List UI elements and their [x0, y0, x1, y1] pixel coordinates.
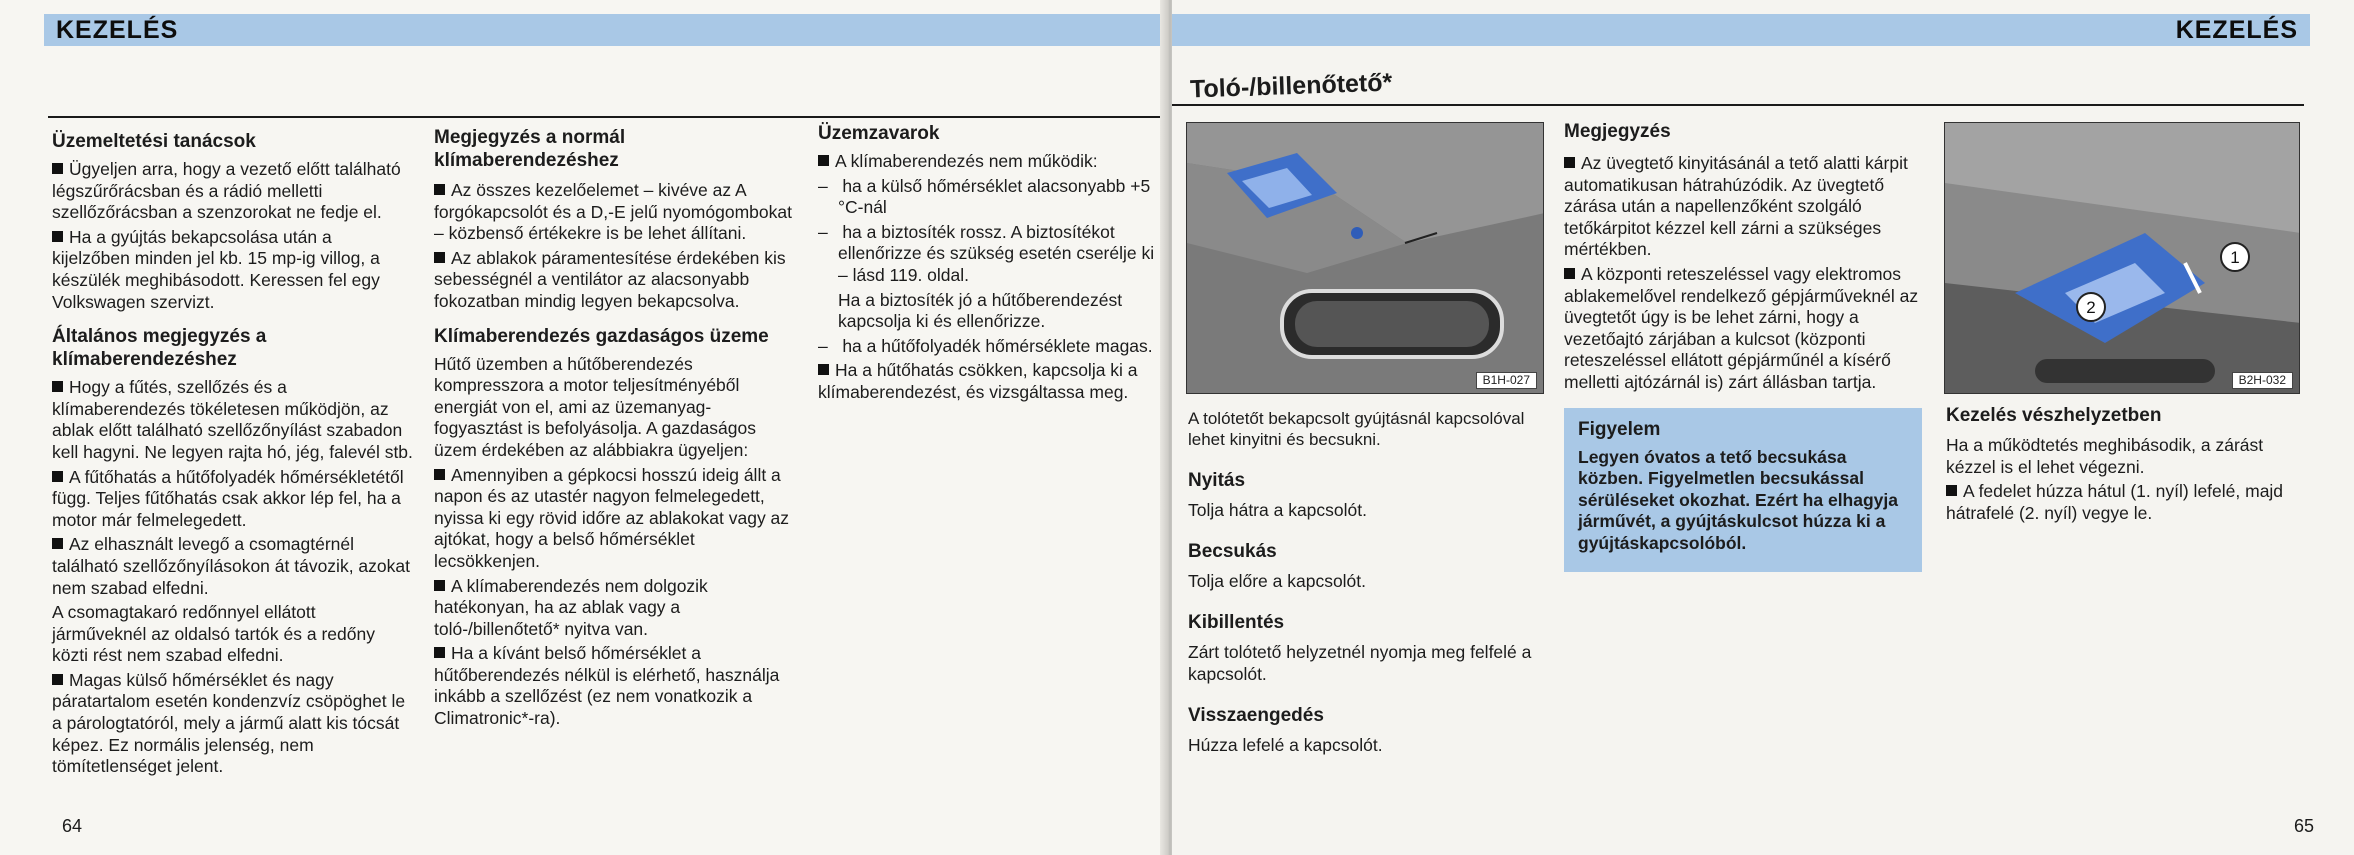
list-item: – ha a hűtőfolyadék hőmérséklete magas.: [818, 335, 1153, 356]
paragraph: Tolja előre a kapcsolót.: [1188, 570, 1367, 591]
warning-text: Legyen óvatos a tető becsukása közben. Figyelmetlen becsukással sérüléseket okozhat. Ezért ha elhagyja járművét, a gyújtáskulcsot húzza ki a gyújtáskapcsolóból.: [1578, 446, 1898, 553]
paragraph: A klímaberendezés nem működik:: [818, 151, 1163, 173]
heading-normal-ac: Megjegyzés a normál klímaberendezéshez: [434, 127, 626, 171]
emergency-cover-illustration: [1945, 123, 2300, 394]
bullet-square-icon: [818, 155, 829, 166]
heading-economy: Klímaberendezés gazdaságos üzeme: [434, 325, 769, 347]
list-item: – ha a biztosíték rossz. A biztosítékot ellenőrizze és szükség esetén cserélje ki – lásd 119. oldal.: [818, 221, 1155, 285]
paragraph: Amennyiben a gépkocsi hosszú ideig állt a napon és az utastér nagyon felmelegedett, nyissa ki egy rövid időre az ablakokat vagy az ajtókat, hogy a belső hőmérséklet lecsökkenjen.: [434, 464, 790, 571]
bullet-square-icon: [52, 538, 63, 549]
paragraph: Ha a gyújtás bekapcsolása után a kijelzőben minden jel kb. 15 mp-ig villog, a készülék meghibásodott. Keressen fel egy Volkswagen szervizt.: [52, 226, 380, 312]
bullet-square-icon: [434, 647, 445, 658]
paragraph: Az üvegtető kinyitásánál a tető alatti kárpit automatikusan hátrahúzódik. Az üvegtető zárása után a napellenzőként szolgáló tetőkárpitot kézzel kell zárni a szükséges mértékben.: [1564, 153, 1908, 260]
paragraph: A csomagtakaró redőnnyel ellátott járműveknél az oldalsó tartók és a redőny közti rést nem szabad elfedni.: [52, 602, 375, 666]
paragraph: Ügyeljen arra, hogy a vezető előtt található légszűrőrácsban és a rádió melletti szellőzőrácsban a szenzorokat ne fedje el.: [52, 159, 401, 223]
heading-general-note: Általános megjegyzés a klímaberendezéshez: [52, 326, 267, 371]
figure-code: B1H-027: [1476, 372, 1537, 389]
section-title: Toló-/billenőtető*: [1189, 68, 1393, 104]
bullet-square-icon: [434, 252, 445, 263]
heading-tilt: Kibillentés: [1188, 612, 1285, 634]
bullet-square-icon: [52, 471, 63, 482]
paragraph: Az összes kezelőelemet – kivéve az A forgókapcsolót és a D,-E jelű nyomógombokat – közbenső értékekre is be lehet állítani.: [434, 180, 792, 244]
paragraph: A fedelet húzza hátul (1. nyíl) lefelé, majd hátrafelé (2. nyíl) vegye le.: [1946, 481, 2284, 523]
column-note: [1564, 120, 1922, 572]
paragraph: Ha a kívánt belső hőmérséklet a hűtőberendezés nélkül is elérhető, használja inkább a szellőzést (ez nem vonatkozik a Climatronic*-ra).: [434, 643, 780, 729]
bullet-square-icon: [1564, 268, 1575, 279]
bullet-square-icon: [818, 364, 829, 375]
bullet-square-icon: [434, 580, 445, 591]
paragraph: A fűtőhatás a hűtőfolyadék hőmérsékletétől függ. Teljes fűtőhatás csak akkor lép fel, ha a motor már felmelegedett.: [52, 466, 404, 530]
bullet-square-icon: [434, 469, 445, 480]
heading-lower: Visszaengedés: [1188, 705, 1324, 727]
list-item-note: Ha a biztosíték jó a hűtőberendezést kapcsolja ki és ellenőrizze.: [838, 289, 1123, 332]
bullet-square-icon: [52, 674, 63, 685]
warning-title: Figyelem: [1578, 418, 1661, 440]
bullet-square-icon: [1564, 157, 1575, 168]
bullet-square-icon: [52, 163, 63, 174]
paragraph: Az elhasznált levegő a csomagtérnél található szellőzőnyílásokon át távozik, azokat nem szabad elfedni.: [52, 534, 410, 598]
paragraph: Tolja hátra a kapcsolót.: [1188, 499, 1367, 520]
paragraph: Az ablakok páramentesítése érdekében kis sebességnél a ventilátor az alacsonyabb fokozatban mindig legyen bekapcsolva.: [434, 247, 786, 311]
paragraph: Húzza lefelé a kapcsolót.: [1188, 734, 1383, 755]
bullet-square-icon: [434, 184, 445, 195]
heading-operating-tips: Üzemeltetési tanácsok: [52, 131, 256, 152]
warning-box: [1564, 408, 1922, 572]
page-number-left: 64: [62, 816, 83, 836]
heading-close: Becsukás: [1188, 541, 1277, 563]
heading-emergency: Kezelés vészhelyzetben: [1946, 405, 2162, 426]
arrow-label-2: 2: [2086, 298, 2096, 317]
left-page: [0, 0, 1166, 855]
header-title-left: KEZELÉS: [56, 16, 179, 44]
bullet-square-icon: [1946, 485, 1957, 496]
figure-caption: A tolótetőt bekapcsolt gyújtásnál kapcsolóval lehet kinyitni és becsukni.: [1188, 409, 1525, 449]
arrow-label-1: 1: [2230, 248, 2240, 267]
paragraph: Magas külső hőmérséklet és nagy páratartalom esetén kondenzvíz csöpöghet le a párologtatóról, mely a jármű alatt kis tócsát képez. Ez normális jelenség, nem tömítetlenséget jelent.: [52, 669, 406, 777]
paragraph: Hogy a fűtés, szellőzés és a klímaberendezés tökéletesen működjön, az ablak előtt található szellőzőnyílást szabadon kell hagyni. Ne legyen rajta hó, jég, falevél stb.: [52, 377, 413, 462]
header-band-left: [44, 14, 1166, 46]
heading-note: Megjegyzés: [1564, 121, 1671, 142]
header-rule-left: [48, 116, 1166, 118]
header-band-right: [1172, 14, 2310, 46]
paragraph: A központi reteszeléssel vagy elektromos ablakemelővel rendelkező gépjárműveknél az üvegtetőt úgy is be lehet zárni, hogy a vezetőajtó zárjában a kulcsot (központi reteszeléssel ellátott gépjárműnél a kísérő melletti ajtózárnál is) zárt állásban tartja.: [1564, 263, 1919, 392]
paragraph: Ha a működtetés meghibásodik, a zárást kézzel is el lehet végezni.: [1946, 435, 2264, 477]
page-number-right: 65: [2293, 816, 2314, 836]
column-emergency: [1946, 404, 2302, 527]
heading-open: Nyitás: [1188, 470, 1246, 491]
heading-malfunctions: Üzemzavarok: [818, 123, 940, 144]
column-operating-tips: [52, 130, 414, 781]
column-normal-ac: [434, 126, 796, 733]
list-item: – ha a külső hőmérséklet alacsonyabb +5 °C-nál: [818, 175, 1151, 218]
column-malfunctions: [818, 122, 1163, 407]
sunroof-switch-illustration: [1187, 123, 1544, 394]
paragraph: A klímaberendezés nem dolgozik hatékonyan, ha az ablak vagy a toló-/billenőtető* nyitva van.: [434, 575, 708, 639]
column-sunroof: [1188, 408, 1548, 759]
bullet-square-icon: [52, 381, 63, 392]
header-rule-right: [1172, 104, 2304, 106]
paragraph: Ha a hűtőhatás csökken, kapcsolja ki a klímaberendezést, és vizsgáltassa meg.: [818, 360, 1138, 402]
header-title-right: KEZELÉS: [2175, 16, 2298, 44]
figure-code: B2H-032: [2232, 372, 2293, 389]
bullet-square-icon: [52, 231, 63, 242]
emergency-figure: [1944, 122, 2300, 394]
paragraph: Zárt tolótető helyzetnél nyomja meg felfelé a kapcsolót.: [1188, 641, 1532, 684]
paragraph: Hűtő üzemben a hűtőberendezés kompresszora a motor teljesítményéből energiát von el, ami az üzemanyag-fogyasztást is befolyásolja. A gazdaságos üzem érdekében az alábbiakra ügyeljen:: [434, 353, 757, 460]
sunroof-switch-figure: [1186, 122, 1544, 394]
right-page: [1172, 0, 2354, 855]
